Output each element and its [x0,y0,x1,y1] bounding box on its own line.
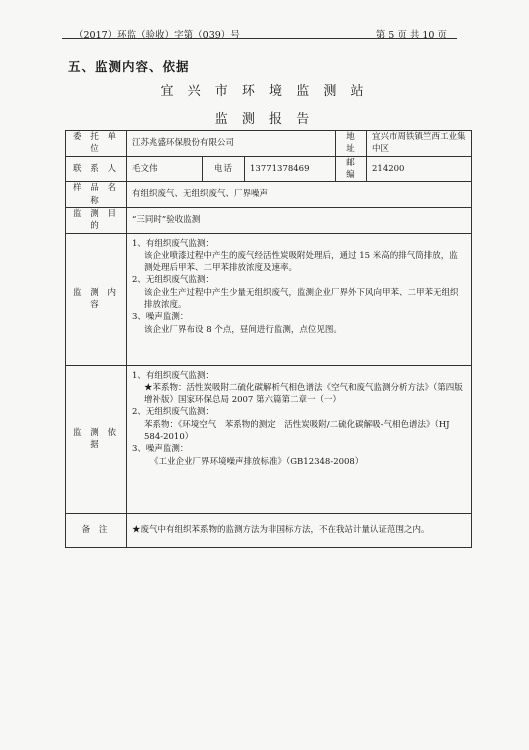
content-label: 监 测 内 容 [66,233,127,365]
table-row [66,233,472,365]
table-row [66,182,472,208]
basis-label: 监 测 依 据 [66,365,127,513]
remark-label: 备 注 [66,513,127,547]
table-row [66,131,472,157]
basis-line: 《工业企业厂界环境噪声排放标准》（GB12348-2008） [150,456,364,467]
content-line: 3、噪声监测： [132,312,189,323]
postcode-label: 邮 编 [336,156,367,182]
content-line: 该企业厂界布设 8 个点，昼间进行监测，点位见图。 [144,324,342,335]
table-row [66,156,472,182]
address-value: 宜兴市周铁镇竺西工业集中区 [367,131,472,157]
report-title: 监 测 报 告 [214,112,315,127]
basis-line: 苯系物：《环境空气 苯系物的测定 活性炭吸附/二硫化碳解吸-气相色谱法》（HJ 584-2010） [144,419,450,443]
basis-line: 1、有组织废气监测： [132,370,214,381]
remark-value: ★废气中有组织苯系物的监测方法为非国标方法，不在我站计量认证范围之内。 [127,513,472,547]
sample-value: 有组织废气、无组织废气、厂界噪声 [127,182,472,208]
sample-label: 样 品 名 称 [66,182,127,208]
phone-label: 电话 [203,156,245,182]
contact-value: 毛文伟 [127,156,203,182]
basis-cell [127,365,472,513]
client-value: 江苏兆盛环保股份有限公司 [127,131,336,157]
content-cell [127,233,472,365]
client-label: 委 托 单 位 [66,131,127,157]
phone-value: 13771378469 [245,156,336,182]
basis-line: ★苯系物：活性炭吸附二硫化碳解析气相色谱法《空气和废气监测分析方法》（第四版增补版）国家环保总局 2007 第六篇第二章一（一） [144,382,463,406]
purpose-label: 监 测 目 的 [66,207,127,233]
content-line: 1、有组织废气监测： [132,238,214,249]
document-number: （2017）环监（验收）字第（039）号 [74,30,240,41]
content-line: 该企业喷漆过程中产生的废气经活性炭吸附处理后，通过 15 米高的排气筒排放，监测处理后甲苯、二甲苯排放浓度及速率。 [144,250,458,274]
header-rule [62,38,457,39]
basis-line: 2、无组织废气监测： [132,407,214,418]
purpose-value: “三同时”验收监测 [127,207,472,233]
contact-label: 联 系 人 [66,156,127,182]
section-heading: 五、监测内容、依据 [68,59,190,74]
address-label: 地 址 [336,131,367,157]
postcode-value: 214200 [367,156,472,182]
table-row [66,513,472,547]
basis-line: 3、噪声监测： [132,444,189,455]
monitoring-report-table [65,130,472,548]
page-header [62,23,457,39]
content-line: 2、无组织废气监测： [132,275,214,286]
page-indicator: 第 5 页 共 10 页 [375,30,447,41]
table-row [66,365,472,513]
organization-name: 宜 兴 市 环 境 监 测 站 [160,84,369,99]
table-row [66,207,472,233]
content-line: 该企业生产过程中产生少量无组织废气，监测企业厂界外下风向甲苯、二甲苯无组织排放浓度。 [144,287,459,311]
